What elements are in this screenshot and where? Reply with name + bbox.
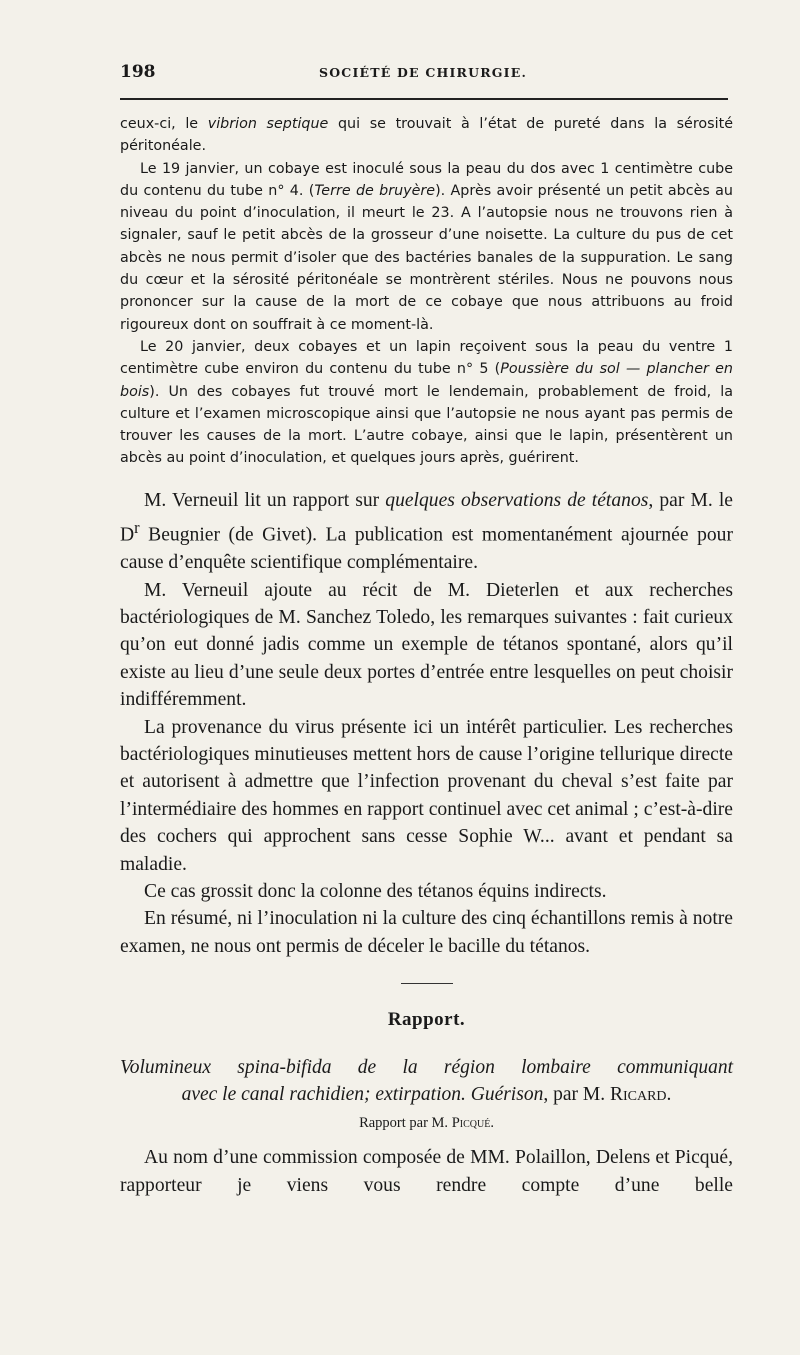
text-run: qui se trouvait à l’état de pureté dans la sérosité péritonéale. [120,116,733,155]
report-title-line-1: Volumineux spina-bifida de la région lombaire communiquant [120,1057,733,1079]
text-run: avec le canal rachidien; extirpation. Guérison [181,1084,544,1106]
report-title [120,1054,733,1108]
paragraph [120,487,733,577]
header-rule [120,98,728,100]
author-name: Ricard [609,1084,667,1106]
large-type-section [120,487,733,960]
report-title-line-2 [120,1081,733,1108]
page-header [118,62,728,88]
paragraph: Au nom d’une commission composée de MM. Polaillon, Delens et Picqué, rapporteur je viens vous rendre compte d’une belle [120,1147,733,1196]
text-run: M. Verneuil lit un rapport sur [144,489,386,511]
text-run: ). Un des cobayes fut trouvé mort le lendemain, probablement de froid, la culture et l’examen microscopique ainsi que l’autopsie ne nous ayant pas permis de trouver les causes de la mort. L’autre cobaye, ainsi que le lapin, présentèrent un abcès au point d’inoculation, et quelques jours après, guérirent. [120,383,733,467]
text-run: Le 19 janvier, un cobaye est inoculé sous la peau du dos avec 1 centimètre cube du contenu du tube n° 4. ( [120,160,733,199]
page-number: 198 [120,62,156,82]
text-body [120,113,733,1199]
paragraph: En résumé, ni l’inoculation ni la culture des cinq échantillons remis à notre examen, ne nous ont permis de déceler le bacille du tétanos. [120,908,733,957]
rapporteur-name: Picqué [451,1115,491,1132]
paragraph: M. Verneuil ajoute au récit de M. Dieterlen et aux recherches bactériologiques de M. Sanchez Toledo, les remarques suivantes : fait curieux qu’on eut donné jadis comme un exemple de tétanos spontané, alors qu’il existe au lieu d’une seule deux portes d’entrée entre lesquelles on peut choisir indifféremment. [120,579,733,711]
italic-term: Terre de bruyère [314,182,436,199]
italic-term: quelques observations de tétanos [385,489,649,511]
superscript: r [134,518,140,538]
paragraph: Ce cas grossit donc la colonne des tétanos équins indirects. [144,880,607,902]
text-run: Beugnier (de Givet). La publication est momentanément ajournée pour cause d’enquête scientifique complémentaire. [120,524,733,574]
running-head: SOCIÉTÉ DE CHIRURGIE. [318,65,528,80]
text-run: . [666,1084,672,1106]
report-intro [120,1144,733,1199]
text-run: ). Après avoir présenté un petit abcès au niveau du point d’inoculation, il meurt le 23. A l’autopsie nous ne trouvons rien à signaler, sauf le petit abcès de la grosseur d’une noisette. La culture du pus de cet abcès ne nous permit d’isoler que des bactéries banales de la suppuration. Le sang du cœur et la sérosité péritonéale se montrèrent stériles. Nous ne pouvons nous prononcer sur la cause de la mort de ce cobaye que nous attribuons au froid rigoureux dont on souffrait à ce moment-là. [120,182,733,333]
paragraph [120,336,733,470]
paragraph: La provenance du virus présente ici un intérêt particulier. Les recherches bactériologiques minutieuses mettent hors de cause l’origine tellurique directe et autorisent à admettre que l’infection provenant du cheval s’est faite par l’intermédiaire des hommes en rapport continuel avec cet animal ; c’est-à-dire des cochers qui approchent sans cesse Sophie W... avant et pendant sa maladie. [120,716,733,875]
italic-term: vibrion septique [207,116,329,132]
text-run: ceux-ci, le [120,116,208,132]
text-run: Rapport par M. [359,1115,452,1132]
paragraph [120,113,733,158]
paragraph [120,158,733,336]
text-run: , par M. le D [120,489,733,546]
text-run: , par M. [543,1084,610,1106]
italic-term: Poussière du sol — plancher en bois [120,361,733,400]
text-run: . [490,1115,494,1132]
text-run: Le 20 janvier, deux cobayes et un lapin reçoivent sous la peau du ventre 1 centimètre cube environ du contenu du tube n° 5 ( [120,338,733,378]
small-type-section [120,113,733,470]
section-title: Rapport. [387,1009,466,1031]
rapporteur-line [120,1115,733,1132]
section-separator [401,983,453,984]
